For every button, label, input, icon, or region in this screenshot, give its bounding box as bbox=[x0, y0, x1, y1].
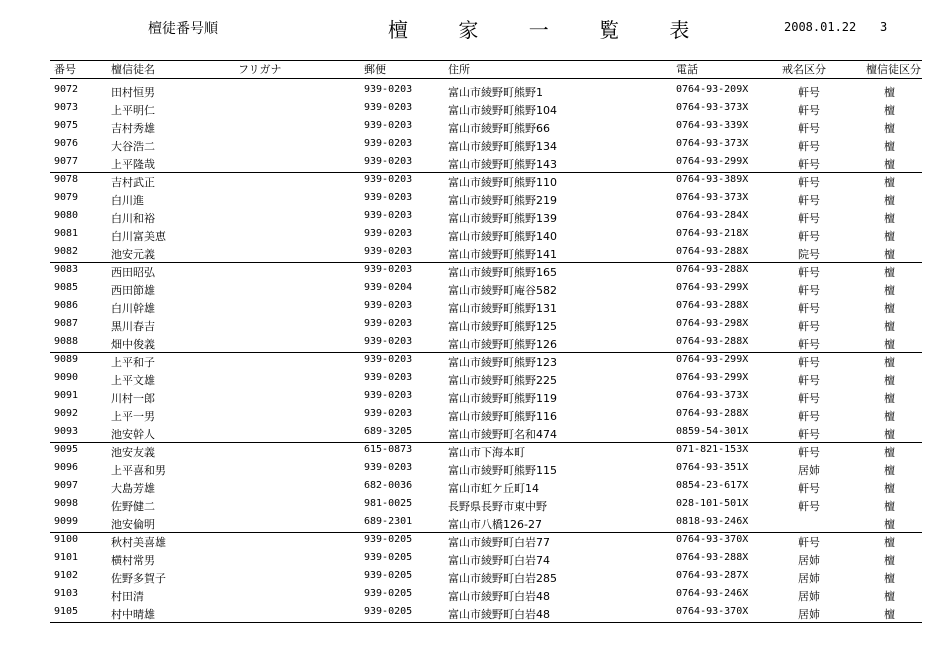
member-number: 9097 bbox=[54, 480, 79, 491]
member-name: 佐野健二 bbox=[111, 500, 155, 513]
phone-number: 0764-93-298X bbox=[676, 318, 749, 329]
kaimyo-category: 軒号 bbox=[798, 266, 820, 279]
kaimyo-category: 軒号 bbox=[798, 446, 820, 459]
table-row bbox=[0, 586, 952, 604]
member-name: 上平喜和男 bbox=[111, 464, 166, 477]
address: 富山市綾野町熊野115 bbox=[448, 464, 557, 477]
member-number: 9078 bbox=[54, 174, 79, 185]
kaimyo-category: 軒号 bbox=[798, 428, 820, 441]
danshinto-category: 檀 bbox=[884, 140, 895, 153]
member-name: 白川富美恵 bbox=[111, 230, 166, 243]
phone-number: 0764-93-288X bbox=[676, 552, 749, 563]
phone-number: 0764-93-299X bbox=[676, 354, 749, 365]
page-title: 檀 家 一 覧 表 bbox=[388, 18, 712, 42]
table-row bbox=[0, 424, 952, 442]
postal-code: 939-0205 bbox=[364, 534, 413, 545]
table-row bbox=[0, 208, 952, 226]
table-row bbox=[0, 316, 952, 334]
postal-code: 939-0203 bbox=[364, 300, 413, 311]
phone-number: 0764-93-351X bbox=[676, 462, 749, 473]
danshinto-category: 檀 bbox=[884, 86, 895, 99]
phone-number: 0764-93-287X bbox=[676, 570, 749, 581]
member-number: 9095 bbox=[54, 444, 79, 455]
member-number: 9072 bbox=[54, 84, 79, 95]
address: 富山市綾野町熊野141 bbox=[448, 248, 557, 261]
member-number: 9087 bbox=[54, 318, 79, 329]
danshinto-category: 檀 bbox=[884, 302, 895, 315]
postal-code: 939-0203 bbox=[364, 120, 413, 131]
member-name: 上平和子 bbox=[111, 356, 155, 369]
member-number: 9093 bbox=[54, 426, 79, 437]
table-row bbox=[0, 82, 952, 100]
phone-number: 0764-93-373X bbox=[676, 390, 749, 401]
address: 富山市下海本町 bbox=[448, 446, 525, 459]
member-number: 9090 bbox=[54, 372, 79, 383]
phone-number: 0764-93-299X bbox=[676, 282, 749, 293]
phone-number: 0764-93-339X bbox=[676, 120, 749, 131]
phone-number: 0764-93-288X bbox=[676, 264, 749, 275]
table-row bbox=[0, 118, 952, 136]
member-number: 9100 bbox=[54, 534, 79, 545]
phone-number: 0764-93-288X bbox=[676, 408, 749, 419]
member-number: 9079 bbox=[54, 192, 79, 203]
address: 富山市綾野町熊野165 bbox=[448, 266, 557, 279]
address: 富山市綾野町熊野219 bbox=[448, 194, 557, 207]
member-name: 池安幹人 bbox=[111, 428, 155, 441]
postal-code: 939-0203 bbox=[364, 354, 413, 365]
postal-code: 939-0203 bbox=[364, 462, 413, 473]
member-name: 白川幹雄 bbox=[111, 302, 155, 315]
member-name: 大島芳雄 bbox=[111, 482, 155, 495]
table-row bbox=[0, 226, 952, 244]
phone-number: 0764-93-389X bbox=[676, 174, 749, 185]
postal-code: 939-0203 bbox=[364, 210, 413, 221]
member-name: 上平文雄 bbox=[111, 374, 155, 387]
kaimyo-category: 軒号 bbox=[798, 410, 820, 423]
table-row bbox=[0, 262, 952, 280]
table-row bbox=[0, 154, 952, 172]
table-row bbox=[0, 460, 952, 478]
member-name: 池安倫明 bbox=[111, 518, 155, 531]
phone-number: 0854-23-617X bbox=[676, 480, 749, 491]
danshinto-category: 檀 bbox=[884, 284, 895, 297]
member-name: 西田節雄 bbox=[111, 284, 155, 297]
member-number: 9081 bbox=[54, 228, 79, 239]
danshinto-category: 檀 bbox=[884, 356, 895, 369]
kaimyo-category: 軒号 bbox=[798, 284, 820, 297]
kaimyo-category: 軒号 bbox=[798, 104, 820, 117]
kaimyo-category: 軒号 bbox=[798, 158, 820, 171]
danshinto-category: 檀 bbox=[884, 392, 895, 405]
kaimyo-category: 軒号 bbox=[798, 482, 820, 495]
member-number: 9096 bbox=[54, 462, 79, 473]
phone-number: 0764-93-373X bbox=[676, 102, 749, 113]
col-header-danshinto: 檀信徒区分 bbox=[866, 63, 921, 76]
table-row bbox=[0, 370, 952, 388]
phone-number: 0764-93-246X bbox=[676, 588, 749, 599]
member-name: 白川進 bbox=[111, 194, 144, 207]
report-date: 2008.01.22 bbox=[784, 20, 857, 34]
phone-number: 071-821-153X bbox=[676, 444, 749, 455]
kaimyo-category: 居姉 bbox=[798, 608, 820, 621]
phone-number: 0764-93-209X bbox=[676, 84, 749, 95]
address: 富山市綾野町熊野1 bbox=[448, 86, 543, 99]
table-row bbox=[0, 136, 952, 154]
col-header-tel: 電話 bbox=[676, 63, 698, 76]
table-row bbox=[0, 550, 952, 568]
table-row bbox=[0, 172, 952, 190]
kaimyo-category: 軒号 bbox=[798, 302, 820, 315]
address: 富山市綾野町熊野116 bbox=[448, 410, 557, 423]
member-number: 9080 bbox=[54, 210, 79, 221]
member-name: 池安元義 bbox=[111, 248, 155, 261]
kaimyo-category: 居姉 bbox=[798, 464, 820, 477]
header-bottom-rule bbox=[50, 78, 922, 79]
member-name: 西田昭弘 bbox=[111, 266, 155, 279]
member-name: 畑中俊義 bbox=[111, 338, 155, 351]
sort-order-label: 檀徒番号順 bbox=[148, 21, 218, 37]
phone-number: 0764-93-218X bbox=[676, 228, 749, 239]
table-row bbox=[0, 604, 952, 622]
danshinto-category: 檀 bbox=[884, 212, 895, 225]
table-row bbox=[0, 334, 952, 352]
member-number: 9091 bbox=[54, 390, 79, 401]
danshinto-category: 檀 bbox=[884, 320, 895, 333]
address: 富山市綾野町熊野143 bbox=[448, 158, 557, 171]
phone-number: 0859-54-301X bbox=[676, 426, 749, 437]
member-number: 9073 bbox=[54, 102, 79, 113]
table-row bbox=[0, 280, 952, 298]
address: 富山市綾野町熊野225 bbox=[448, 374, 557, 387]
postal-code: 939-0203 bbox=[364, 174, 413, 185]
address: 富山市綾野町熊野123 bbox=[448, 356, 557, 369]
member-number: 9089 bbox=[54, 354, 79, 365]
address: 富山市綾野町熊野125 bbox=[448, 320, 557, 333]
danshinto-category: 檀 bbox=[884, 572, 895, 585]
member-name: 吉村秀雄 bbox=[111, 122, 155, 135]
table-row bbox=[0, 442, 952, 460]
address: 富山市綾野町庵谷582 bbox=[448, 284, 557, 297]
phone-number: 0764-93-370X bbox=[676, 534, 749, 545]
member-name: 秋村美喜雄 bbox=[111, 536, 166, 549]
danshinto-category: 檀 bbox=[884, 410, 895, 423]
kaimyo-category: 軒号 bbox=[798, 176, 820, 189]
member-number: 9101 bbox=[54, 552, 79, 563]
kaimyo-category: 軒号 bbox=[798, 86, 820, 99]
danshinto-category: 檀 bbox=[884, 194, 895, 207]
address: 富山市綾野町熊野139 bbox=[448, 212, 557, 225]
member-name: 村田清 bbox=[111, 590, 144, 603]
danshinto-category: 檀 bbox=[884, 248, 895, 261]
member-name: 池安友義 bbox=[111, 446, 155, 459]
phone-number: 0764-93-288X bbox=[676, 246, 749, 257]
postal-code: 939-0205 bbox=[364, 606, 413, 617]
member-number: 9105 bbox=[54, 606, 79, 617]
kaimyo-category: 軒号 bbox=[798, 356, 820, 369]
postal-code: 939-0203 bbox=[364, 138, 413, 149]
address: 富山市綾野町白岩285 bbox=[448, 572, 557, 585]
kaimyo-category: 軒号 bbox=[798, 392, 820, 405]
phone-number: 0764-93-370X bbox=[676, 606, 749, 617]
member-number: 9092 bbox=[54, 408, 79, 419]
table-row bbox=[0, 478, 952, 496]
member-name: 川村一郎 bbox=[111, 392, 155, 405]
address: 長野県長野市東中野 bbox=[448, 500, 547, 513]
danshinto-category: 檀 bbox=[884, 590, 895, 603]
postal-code: 939-0203 bbox=[364, 84, 413, 95]
postal-code: 939-0203 bbox=[364, 228, 413, 239]
address: 富山市綾野町熊野110 bbox=[448, 176, 557, 189]
member-number: 9083 bbox=[54, 264, 79, 275]
col-header-kaimyo: 戒名区分 bbox=[782, 63, 826, 76]
danshinto-category: 檀 bbox=[884, 536, 895, 549]
postal-code: 939-0205 bbox=[364, 588, 413, 599]
member-name: 上平一男 bbox=[111, 410, 155, 423]
table-row bbox=[0, 514, 952, 532]
table-row bbox=[0, 496, 952, 514]
address: 富山市綾野町熊野140 bbox=[448, 230, 557, 243]
danshinto-category: 檀 bbox=[884, 464, 895, 477]
kaimyo-category: 軒号 bbox=[798, 140, 820, 153]
col-header-name: 檀信徒名 bbox=[111, 63, 155, 76]
member-name: 白川和裕 bbox=[111, 212, 155, 225]
danshinto-category: 檀 bbox=[884, 266, 895, 279]
table-row bbox=[0, 568, 952, 586]
postal-code: 939-0203 bbox=[364, 156, 413, 167]
col-header-number: 番号 bbox=[54, 63, 76, 76]
member-number: 9082 bbox=[54, 246, 79, 257]
postal-code: 615-0873 bbox=[364, 444, 413, 455]
member-name: 上平明仁 bbox=[111, 104, 155, 117]
danshinto-category: 檀 bbox=[884, 482, 895, 495]
member-name: 佐野多賀子 bbox=[111, 572, 166, 585]
kaimyo-category: 軒号 bbox=[798, 338, 820, 351]
danshinto-category: 檀 bbox=[884, 518, 895, 531]
phone-number: 0764-93-288X bbox=[676, 300, 749, 311]
kaimyo-category: 軒号 bbox=[798, 230, 820, 243]
kaimyo-category: 軒号 bbox=[798, 374, 820, 387]
col-header-address: 住所 bbox=[448, 63, 470, 76]
phone-number: 0764-93-288X bbox=[676, 336, 749, 347]
kaimyo-category: 院号 bbox=[798, 248, 820, 261]
danshinto-category: 檀 bbox=[884, 104, 895, 117]
danshinto-category: 檀 bbox=[884, 230, 895, 243]
postal-code: 981-0025 bbox=[364, 498, 413, 509]
kaimyo-category: 居姉 bbox=[798, 590, 820, 603]
member-name: 大谷浩二 bbox=[111, 140, 155, 153]
table-row bbox=[0, 100, 952, 118]
kaimyo-category: 居姉 bbox=[798, 572, 820, 585]
member-number: 9103 bbox=[54, 588, 79, 599]
address: 富山市綾野町熊野126 bbox=[448, 338, 557, 351]
member-number: 9077 bbox=[54, 156, 79, 167]
phone-number: 028-101-501X bbox=[676, 498, 749, 509]
postal-code: 939-0203 bbox=[364, 372, 413, 383]
table-row bbox=[0, 298, 952, 316]
member-number: 9102 bbox=[54, 570, 79, 581]
kaimyo-category: 居姉 bbox=[798, 554, 820, 567]
kaimyo-category: 軒号 bbox=[798, 212, 820, 225]
address: 富山市綾野町白岩74 bbox=[448, 554, 550, 567]
danshinto-category: 檀 bbox=[884, 338, 895, 351]
kaimyo-category: 軒号 bbox=[798, 194, 820, 207]
danshinto-category: 檀 bbox=[884, 428, 895, 441]
address: 富山市綾野町白岩77 bbox=[448, 536, 550, 549]
address: 富山市綾野町熊野134 bbox=[448, 140, 557, 153]
address: 富山市綾野町熊野119 bbox=[448, 392, 557, 405]
danshinto-category: 檀 bbox=[884, 608, 895, 621]
member-number: 9099 bbox=[54, 516, 79, 527]
kaimyo-category: 軒号 bbox=[798, 122, 820, 135]
col-header-kana: フリガナ bbox=[238, 63, 282, 76]
phone-number: 0764-93-284X bbox=[676, 210, 749, 221]
table-row bbox=[0, 388, 952, 406]
postal-code: 939-0204 bbox=[364, 282, 413, 293]
address: 富山市八橋126-27 bbox=[448, 518, 542, 531]
danshinto-category: 檀 bbox=[884, 158, 895, 171]
address: 富山市綾野町熊野131 bbox=[448, 302, 557, 315]
phone-number: 0764-93-373X bbox=[676, 192, 749, 203]
phone-number: 0764-93-299X bbox=[676, 156, 749, 167]
postal-code: 939-0203 bbox=[364, 264, 413, 275]
table-row bbox=[0, 352, 952, 370]
danshinto-category: 檀 bbox=[884, 500, 895, 513]
member-name: 田村恒男 bbox=[111, 86, 155, 99]
member-table bbox=[0, 82, 952, 622]
member-name: 村中晴雄 bbox=[111, 608, 155, 621]
postal-code: 939-0203 bbox=[364, 192, 413, 203]
phone-number: 0818-93-246X bbox=[676, 516, 749, 527]
kaimyo-category: 軒号 bbox=[798, 536, 820, 549]
postal-code: 939-0203 bbox=[364, 318, 413, 329]
member-number: 9075 bbox=[54, 120, 79, 131]
postal-code: 682-0036 bbox=[364, 480, 413, 491]
postal-code: 689-3205 bbox=[364, 426, 413, 437]
member-number: 9086 bbox=[54, 300, 79, 311]
postal-code: 939-0205 bbox=[364, 552, 413, 563]
danshinto-category: 檀 bbox=[884, 446, 895, 459]
column-headers bbox=[0, 61, 952, 77]
postal-code: 939-0203 bbox=[364, 336, 413, 347]
member-name: 吉村武正 bbox=[111, 176, 155, 189]
phone-number: 0764-93-373X bbox=[676, 138, 749, 149]
table-row bbox=[0, 406, 952, 424]
kaimyo-category: 軒号 bbox=[798, 500, 820, 513]
member-number: 9076 bbox=[54, 138, 79, 149]
table-row bbox=[0, 532, 952, 550]
address: 富山市綾野町白岩48 bbox=[448, 590, 550, 603]
kaimyo-category: 軒号 bbox=[798, 320, 820, 333]
postal-code: 939-0203 bbox=[364, 246, 413, 257]
member-number: 9088 bbox=[54, 336, 79, 347]
group-separator bbox=[50, 622, 922, 623]
member-name: 黒川春吉 bbox=[111, 320, 155, 333]
postal-code: 689-2301 bbox=[364, 516, 413, 527]
phone-number: 0764-93-299X bbox=[676, 372, 749, 383]
postal-code: 939-0203 bbox=[364, 102, 413, 113]
address: 富山市綾野町熊野66 bbox=[448, 122, 550, 135]
postal-code: 939-0205 bbox=[364, 570, 413, 581]
page-number: 3 bbox=[880, 20, 888, 34]
address: 富山市綾野町熊野104 bbox=[448, 104, 557, 117]
col-header-zip: 郵便 bbox=[364, 63, 386, 76]
danshinto-category: 檀 bbox=[884, 554, 895, 567]
danshinto-category: 檀 bbox=[884, 122, 895, 135]
member-number: 9098 bbox=[54, 498, 79, 509]
address: 富山市綾野町白岩48 bbox=[448, 608, 550, 621]
postal-code: 939-0203 bbox=[364, 390, 413, 401]
address: 富山市虹ケ丘町14 bbox=[448, 482, 539, 495]
member-name: 横村常男 bbox=[111, 554, 155, 567]
danshinto-category: 檀 bbox=[884, 374, 895, 387]
member-name: 上平隆哉 bbox=[111, 158, 155, 171]
table-row bbox=[0, 190, 952, 208]
danshinto-category: 檀 bbox=[884, 176, 895, 189]
member-number: 9085 bbox=[54, 282, 79, 293]
table-row bbox=[0, 244, 952, 262]
postal-code: 939-0203 bbox=[364, 408, 413, 419]
address: 富山市綾野町名和474 bbox=[448, 428, 557, 441]
